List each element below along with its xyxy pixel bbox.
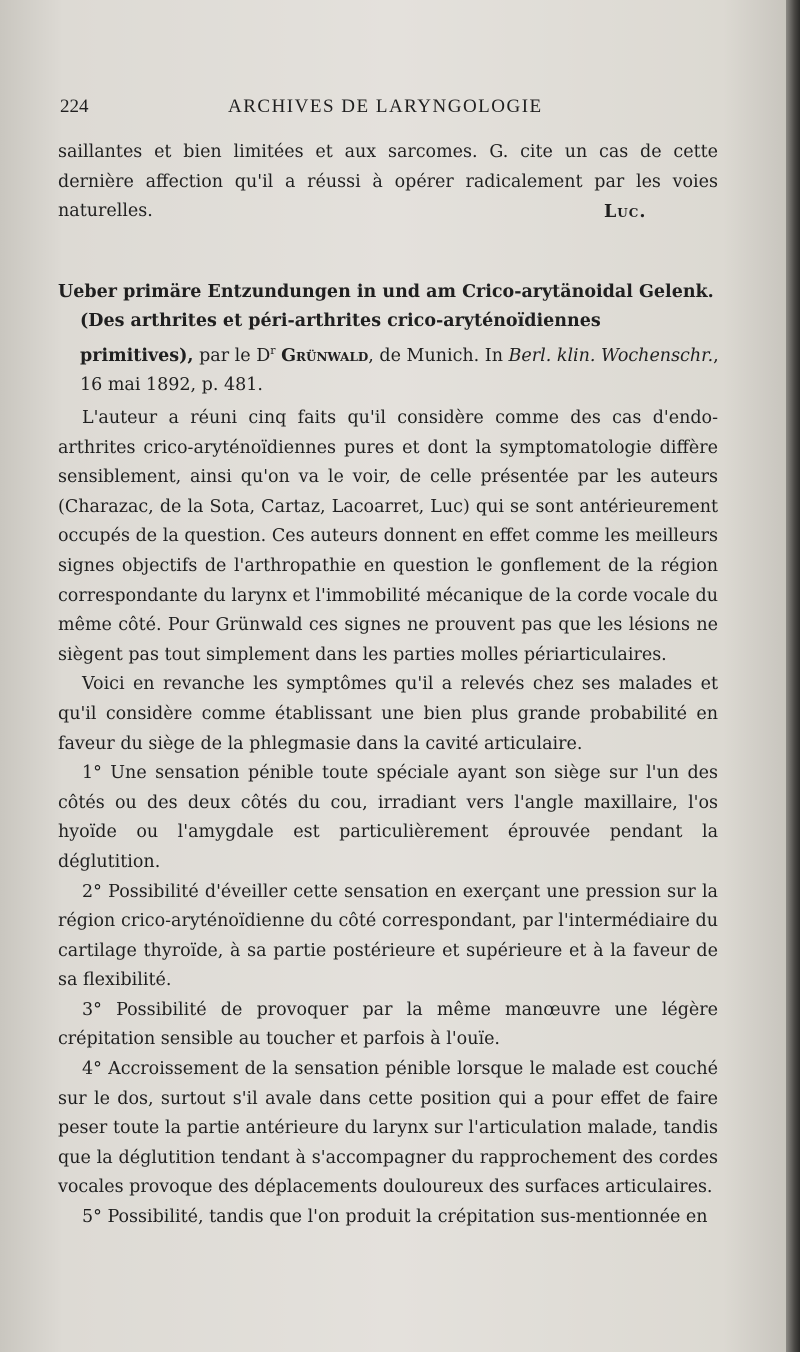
citation-superscript: r	[270, 344, 276, 357]
author-signature: Luc.	[604, 202, 647, 222]
article-citation	[80, 307, 720, 400]
journal-running-title: ARCHIVES DE LARYNGOLOGIE	[228, 96, 543, 117]
citation-middle: , de Munich. In	[368, 345, 509, 366]
paragraph-symptoms-lead: Voici en revanche les symptômes qu'il a relevés chez ses malades et qu'il considère comme établissant une bien plus grande probabilité en faveur du siège de la phlegmasie dans la cavité articulaire.	[58, 674, 718, 754]
article-author: Grünwald	[281, 345, 369, 366]
previous-article-ending: saillantes et bien limitées et aux sarcomes. G. cite un cas de cette dernière affection qu'il a réussi à opérer radicalement par les voies naturelles.	[58, 142, 718, 221]
book-spine-shadow	[786, 0, 800, 1352]
paragraph-symptom-2: 2° Possibilité d'éveiller cette sensation en exerçant une pression sur la région crico-aryténoïdienne du côté correspondant, par l'intermédiaire du cartilage thyroïde, à sa partie postérieure et supérieure et à la faveur de sa flexibilité.	[58, 881, 718, 991]
paragraph-symptom-4: 4° Accroissement de la sensation pénible lorsque le malade est couché sur le dos, surtout s'il avale dans cette position qui a pour effet de faire peser toute la partie antérieure du larynx sur l'articulation malade, tandis que la déglutition tendant à s'accompagner du rapprochement des cordes vocales provoque des déplacements douloureux des surfaces articulaires.	[58, 1059, 718, 1198]
paragraph-intro: L'auteur a réuni cinq faits qu'il considère comme des cas d'endo-arthrites crico-aryténoïdiennes pures et dont la symptomatologie diffère sensiblement, ainsi qu'on va le voir, de celle présentée par les auteurs (Charazac, de la Sota, Cartaz, Lacoarret, Luc) qui se sont antérieurement occupés de la question. Ces auteurs donnent en effet comme les meilleurs signes objectifs de l'arthropathie en question le gonflement de la région correspondante du larynx et l'immobilité mécanique de la corde vocale du même côté. Pour Grünwald ces signes ne prouvent pas que les lésions ne siègent pas tout simplement dans les parties molles périarticulaires.	[58, 408, 718, 665]
page-number: 224	[60, 96, 89, 117]
paragraph-symptom-5: 5° Possibilité, tandis que l'on produit la crépitation sus-mentionnée en	[82, 1207, 708, 1228]
paragraph-symptom-1: 1° Une sensation pénible toute spéciale ayant son siège sur l'un des côtés ou des deux côtés du cou, irradiant vers l'angle maxillaire, l'os hyoïde ou l'amygdale est particulièrement éprouvée pendant la déglutition.	[58, 763, 718, 872]
paragraph-symptom-3: 3° Possibilité de provoquer par la même manœuvre une légère crépitation sensible au toucher et parfois à l'ouïe.	[58, 999, 718, 1050]
article-body	[58, 404, 718, 1233]
citation-suffix: , 16 mai 1892, p. 481.	[80, 345, 719, 395]
article-translation: (Des arthrites et péri-arthrites crico-aryténoïdiennes primitives),	[80, 311, 601, 366]
citation-prefix: par le D	[199, 345, 271, 366]
article-title: Ueber primäre Entzundungen in und am Crico-arytänoidal Gelenk.	[58, 282, 714, 302]
running-head	[60, 96, 720, 126]
journal-name: Berl. klin. Wochenschr.	[508, 345, 714, 366]
